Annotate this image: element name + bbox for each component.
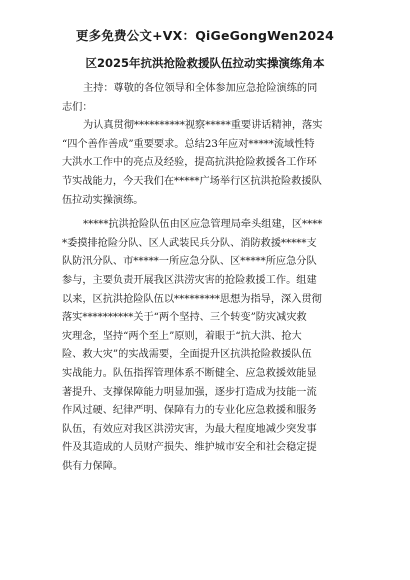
text-line: 件及其造成的人员财产损失、维护城市安全和社会稳定提 — [62, 442, 317, 454]
text-line: 主持：尊敬的各位领导和全体参加应急抢险演练的同 — [83, 83, 318, 94]
text-line: 以来，区抗洪抢险队伍以*********思想为指导，深入贯彻 — [62, 293, 322, 305]
text-line: 伍拉动实操演练。 — [62, 194, 144, 206]
text-line: 节实战能力，今天我们在*****广场举行区抗洪抢险救援队 — [62, 175, 322, 187]
text-line: 灾理念，坚持“两个至上”原则，着眼于“抗大洪、抢大 — [62, 330, 302, 342]
text-line: 大洪水工作中的亮点及经验，提高抗洪抢险救援各工作环 — [62, 157, 317, 169]
text-line: *委摸排抢险分队、区人武装民兵分队、消防救援*****支 — [62, 237, 317, 249]
text-line: 参与，主要负责开展我区洪涝灾害的抢险救援工作。组建 — [62, 274, 317, 286]
text-line: 作风过硬、纪律严明、保障有力的专业化应急救援和服务 — [62, 405, 317, 417]
text-line: 为认真贯彻**********视察*****重要讲话精神，落实 — [83, 120, 323, 132]
text-line: 险、救大灾”的实战需要，全面提升区抗洪抢险救援队伍 — [62, 349, 312, 361]
text-line: *****抗洪抢险队伍由区应急管理局牵头组建，区**** — [83, 219, 323, 231]
text-line: 志们： — [62, 101, 93, 113]
document-body — [62, 80, 362, 476]
text-line: 队防汛分队、市*****一所应急分队、区*****所应急分队 — [62, 256, 317, 268]
paragraph — [62, 216, 362, 476]
text-line: “四个善作善成”重要要求。总结23年应对*****流域性特 — [62, 138, 315, 150]
text-line: 实战能力。队伍指挥管理体系不断健全、应急救援效能显 — [62, 367, 317, 379]
paragraph — [62, 80, 362, 117]
text-line: 供有力保障。 — [62, 460, 124, 472]
text-line: 著提升、支撑保障能力明显加强，逐步打造成为技能一流 — [62, 386, 317, 398]
paragraph — [62, 117, 362, 210]
text-line: 队伍，有效应对我区洪涝灾害，为最大程度地减少突发事 — [62, 423, 317, 435]
promo-banner: 更多免费公文+VX：QiGeGongWen2024 — [75, 28, 335, 43]
document-title: 区2025年抗洪抢险救援队伍拉动实操演练角本 — [85, 56, 325, 70]
text-line: 落实**********关于“两个坚持、三个转变”防灾减灾救 — [62, 312, 307, 324]
